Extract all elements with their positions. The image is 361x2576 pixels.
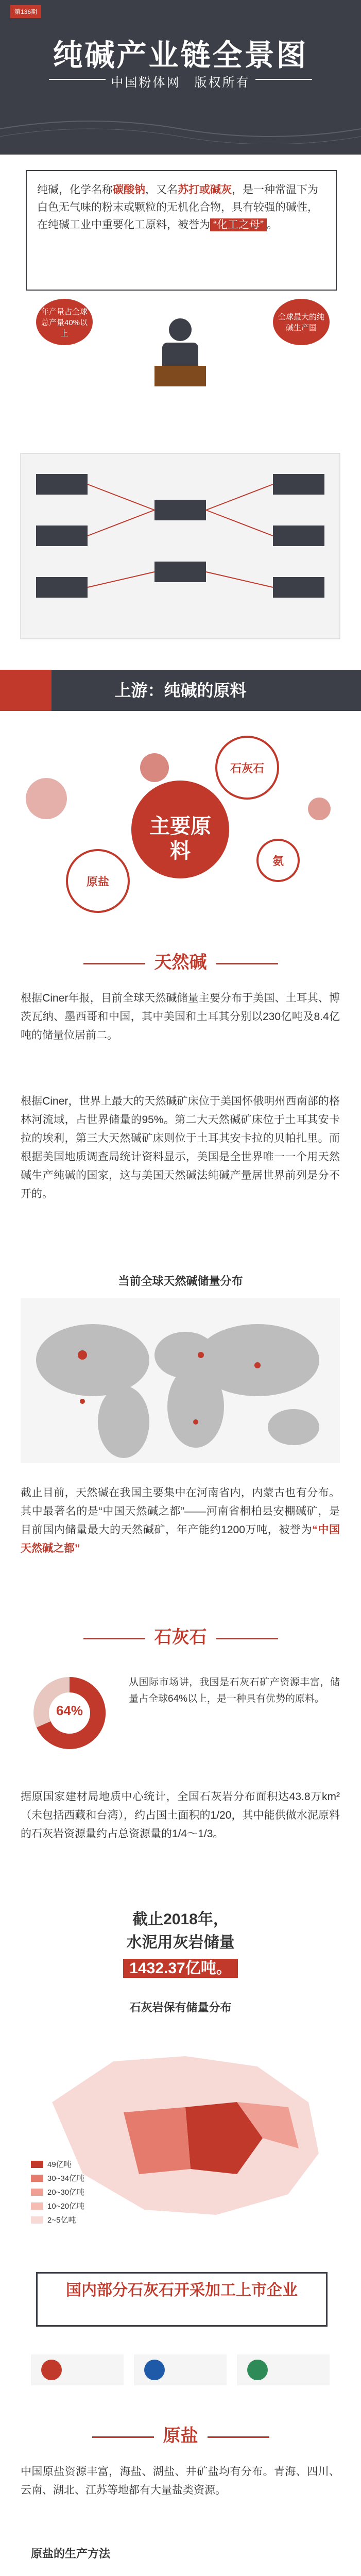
limestone-paragraph-small: 从国际市场讲，我国是石灰石矿产资源丰富，储量占全球64%以上，是一种具有优势的原料。 (129, 1677, 340, 1704)
legend-label: 30~34亿吨 (47, 2174, 85, 2183)
intro-text-4: 。 (267, 219, 278, 231)
trona-paragraph-1: 根据Ciner年报，目前全球天然碱储量主要分布于美国、土耳其、博茨瓦纳、墨西哥和中国，其中美国和土耳其分别以230亿吨及8.4亿吨的储量位居前二。 (21, 992, 340, 1041)
decorative-lines (0, 113, 361, 144)
legend-label: 20~30亿吨 (47, 2188, 85, 2197)
limestone-map-title: 石灰岩保有储量分布 (129, 2001, 232, 2014)
limestone-percent: 64% (56, 1703, 83, 1718)
chain-diagram-svg (0, 443, 361, 649)
raw-center-label: 主要原料 (149, 815, 211, 862)
legend-item (31, 2200, 134, 2211)
limestone-legend (31, 2159, 134, 2228)
trona-paragraph-3 (21, 1484, 340, 1558)
legend-swatch (31, 2216, 43, 2224)
legend-swatch (31, 2175, 43, 2182)
upstream-banner (0, 670, 361, 711)
page-title: 纯碱产业链全景图 (53, 39, 308, 72)
cement-value-wrap (0, 1955, 361, 1978)
legend-swatch (31, 2161, 43, 2168)
raw-item-limestone: 石灰石 (230, 762, 264, 775)
banner-accent (0, 670, 51, 711)
bubble-largest: 全球最大的纯碱生产国 (273, 299, 330, 345)
legend-item (31, 2187, 134, 2197)
title-line-right (208, 2436, 269, 2438)
wave-graphic (0, 113, 361, 144)
trona-map-title: 当前全球天然碱储量分布 (118, 1275, 243, 1287)
legend-label: 10~20亿吨 (47, 2202, 85, 2211)
intro-highlight-3: “化工之母” (210, 218, 267, 231)
cement-head: 截止2018年， (132, 1911, 229, 1928)
subtitle-divider-right (255, 79, 312, 80)
intro-highlight-2: 苏打或碱灰 (178, 184, 232, 196)
title-line-left (83, 963, 145, 964)
legend-item (31, 2159, 134, 2170)
trona-title-text: 天然碱 (154, 953, 207, 972)
legend-swatch (31, 2189, 43, 2196)
trona-highlight: “中国天然碱之都” (21, 1524, 340, 1554)
upstream-banner-label: 上游：纯碱的原料 (114, 681, 247, 700)
companies-banner-label: 国内部分石灰石开采加工上市企业 (66, 2282, 298, 2299)
bubble-production: 年产量占全球总产量40%以上 (36, 299, 93, 345)
limestone-section-title (0, 1623, 361, 1648)
cement-sub: 水泥用灰岩储量 (126, 1934, 235, 1951)
world-map-graphic (21, 1298, 340, 1463)
company-logos (31, 2349, 330, 2391)
legend-swatch (31, 2202, 43, 2210)
legend-item (31, 2214, 134, 2225)
intro-section (21, 170, 340, 355)
issue-badge: 第136期 (10, 5, 41, 18)
intro-text-2: ，又名 (145, 184, 178, 196)
salt-method-title: 原盐的生产方法 (31, 2547, 111, 2560)
trona-paragraph-2: 根据Ciner，世界上最大的天然碱矿床位于美国怀俄明州西南部的格林河流域，占世界储量的95%。第二大天然碱矿床位于土耳其安卡拉的埃利，第三大天然碱矿床则位于土耳其安卡拉的贝帕扎里。而根据美国地质调查局统计资料显示，美国是全世界唯一一个用天然碱生产纯碱的国家，这与美国天然碱法纯碱产量居世界前列是分不开的。 (21, 1095, 340, 1200)
legend-label: 2~5亿吨 (47, 2216, 76, 2225)
legend-item (31, 2173, 134, 2183)
salt-section-title (0, 2421, 361, 2447)
title-line-right (216, 1638, 278, 1639)
title-line-left (92, 2436, 154, 2438)
intro-box (26, 170, 337, 291)
trona-section-title (0, 948, 361, 973)
salt-title-text: 原盐 (163, 2426, 198, 2446)
page-subtitle: 中国粉体网 版权所有 (111, 76, 250, 90)
intro-text (37, 181, 325, 234)
legend-label: 49亿吨 (47, 2160, 72, 2169)
header (0, 0, 361, 155)
title-line-right (216, 963, 278, 964)
industry-chain-diagram (0, 443, 361, 649)
companies-banner (36, 2272, 328, 2327)
raw-item-ammonia: 氨 (272, 855, 284, 868)
limestone-paragraph: 据原国家建材局地质中心统计，全国石灰岩分布面积达43.8万km²（未包括西藏和台湾），约占国土面积的1/20，其中能供做水泥原料的石灰岩资源量约占总资源量的1/4～1/3。 (21, 1791, 340, 1840)
intro-text-1: 纯碱，化学名称 (37, 184, 113, 196)
title-line-left (83, 1638, 145, 1639)
trona-para3-text: 截止目前，天然碱在我国主要集中在河南省内，内蒙古也有分布。其中最著名的是“中国天然碱之都”——河南省桐柏县安棚碱矿，是目前国内储量最大的天然碱矿，年产能约1200万吨，被誉为 (21, 1487, 340, 1536)
raw-item-salt: 原盐 (86, 875, 109, 888)
limestone-title-text: 石灰石 (154, 1628, 207, 1647)
salt-paragraph-1: 中国原盐资源丰富，海盐、湖盐、井矿盐均有分布。青海、四川、云南、湖北、江苏等地都有大量盐类资源。 (21, 2466, 340, 2496)
intro-text-3: ，是一种常温下为白色无气味的粉末或颗粒的无机化合物，具有较强的碱性，在纯碱工业中重要化工原料，被誉为 (37, 184, 318, 231)
intro-highlight-1: 碳酸钠 (113, 184, 145, 196)
cement-value: 1432.37亿吨。 (123, 1959, 237, 1978)
speaker-figure-icon (149, 314, 211, 386)
salt-method-diagram (41, 2571, 319, 2576)
